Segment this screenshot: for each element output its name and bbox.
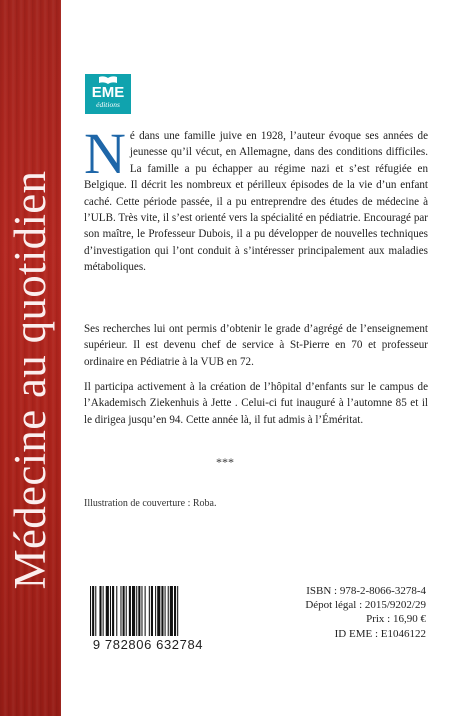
barcode-bar: [138, 586, 140, 636]
barcode-bar: [129, 586, 131, 636]
barcode-bar: [177, 586, 178, 636]
publication-info: [305, 584, 426, 641]
barcode-bar: [165, 586, 166, 636]
publisher-logo: [85, 74, 131, 114]
logo-subtitle: éditions: [96, 100, 120, 109]
barcode-bar: [123, 586, 125, 636]
barcode: [84, 584, 212, 664]
barcode-bar: [106, 586, 109, 636]
barcode-bar: [126, 586, 127, 636]
paragraph-1: [84, 121, 428, 276]
barcode-bar: [112, 586, 114, 636]
barcode-bar: [90, 586, 91, 636]
barcode-bar: [103, 586, 104, 636]
paragraph-1-text: é dans une famille juive en 1928, l’auteur évoque ses années de jeunesse qu’il vécut, en Allemagne, dans des conditions difficiles. La famille a pu échapper au régime nazi et s’est réfugiée en Belgique. Il décrit les nombreux et périlleux épisodes de la vie d’un enfant caché. Cette période passée, il a pu entreprendre des études de médecine à l’ULB. Très vite, il s’est orienté vers la spécialité en pédiatrie. Encouragé par son maître, le Professeur Dubois, il a pu développer de nouvelles techniques d’investigation qui l’ont conduit à s’intéresser principalement aux maladies métaboliques.: [84, 130, 428, 274]
barcode-bar: [132, 586, 135, 636]
barcode-digits: 9 782806 632784: [92, 637, 204, 652]
paragraph-3: Il participa activement à la création de l’hôpital d’enfants sur le campus de l’Akademisch Ziekenhuis à Jette . Celui-ci fut inauguré à l’automne 85 et il le dirigea jusqu’en 94. Cette année là, il fut admis à l’Éméritat.: [84, 381, 428, 426]
barcode-bar: [151, 586, 153, 636]
spine-title: Médecine au quotidien: [5, 170, 55, 590]
barcode-bar: [145, 586, 146, 636]
barcode-bar: [95, 586, 96, 636]
paragraph-2: Ses recherches lui ont permis d’obtenir le grade d’agrégé de l’enseignement supérieur. Il est devenu chef de service à St-Pierre en 70 et professeur ordinaire en Pédiatrie à la VUB en 72.: [84, 323, 428, 368]
barcode-bar: [149, 586, 150, 636]
barcode-bar: [136, 586, 137, 636]
illustration-credit: Illustration de couverture : Roba.: [84, 498, 217, 509]
id-eme-line: ID EME : E1046122: [334, 627, 426, 640]
barcode-bar: [92, 586, 94, 636]
drop-cap: N: [84, 121, 126, 186]
barcode-bar: [161, 586, 163, 636]
barcode-bar: [170, 586, 173, 636]
barcode-bar: [116, 586, 117, 636]
barcode-bar: [155, 586, 156, 636]
barcode-bar: [168, 586, 169, 636]
depot-legal-line: Dépot légal : 2015/9202/29: [305, 599, 426, 612]
barcode-bar: [99, 586, 101, 636]
separator-stars: ***: [216, 455, 234, 469]
barcode-bars: [84, 584, 212, 638]
book-spine: [0, 0, 61, 716]
price-line: Prix : 16,90 €: [366, 613, 426, 626]
barcode-bar: [157, 586, 160, 636]
barcode-bar: [141, 586, 142, 636]
barcode-bar: [120, 586, 121, 636]
isbn-line: ISBN : 978-2-8066-3278-4: [306, 585, 426, 597]
logo-name: EME: [91, 84, 125, 101]
barcode-bar: [110, 586, 111, 636]
barcode-bar: [174, 586, 176, 636]
